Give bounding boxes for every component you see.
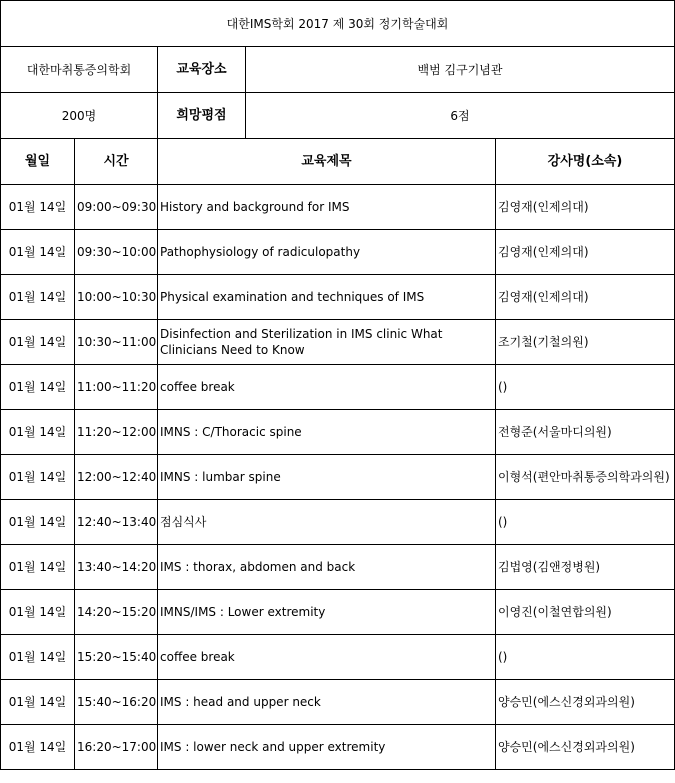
table-row bbox=[1, 275, 675, 320]
table-row bbox=[1, 500, 675, 545]
table-row bbox=[1, 590, 675, 635]
row-time: 13:40~14:20 bbox=[75, 545, 158, 590]
row-time: 10:00~10:30 bbox=[75, 275, 158, 320]
row-subject: IMS : lower neck and upper extremity bbox=[158, 725, 496, 770]
row-date: 01월 14일 bbox=[1, 410, 75, 455]
row-lecturer: 양승민(에스신경외과의원) bbox=[496, 725, 675, 770]
row-time: 11:20~12:00 bbox=[75, 410, 158, 455]
table-row bbox=[1, 410, 675, 455]
points-label: 희망평점 bbox=[158, 93, 246, 139]
table-row bbox=[1, 635, 675, 680]
capacity-row bbox=[1, 93, 675, 139]
row-subject: coffee break bbox=[158, 365, 496, 410]
table-row bbox=[1, 230, 675, 275]
table-row bbox=[1, 725, 675, 770]
column-header-subject: 교육제목 bbox=[158, 139, 496, 185]
row-lecturer: () bbox=[496, 500, 675, 545]
row-date: 01월 14일 bbox=[1, 590, 75, 635]
location-value: 백범 김구기념관 bbox=[246, 47, 675, 93]
row-subject: 점심식사 bbox=[158, 500, 496, 545]
row-subject: coffee break bbox=[158, 635, 496, 680]
row-lecturer: () bbox=[496, 365, 675, 410]
row-lecturer: 김영재(인제의대) bbox=[496, 275, 675, 320]
row-subject: Disinfection and Sterilization in IMS clinic What Clinicians Need to Know bbox=[158, 320, 496, 365]
row-time: 16:20~17:00 bbox=[75, 725, 158, 770]
column-header-time: 시간 bbox=[75, 139, 158, 185]
location-row bbox=[1, 47, 675, 93]
table-row bbox=[1, 185, 675, 230]
row-time: 09:00~09:30 bbox=[75, 185, 158, 230]
row-subject: Physical examination and techniques of IMS bbox=[158, 275, 496, 320]
row-date: 01월 14일 bbox=[1, 365, 75, 410]
row-date: 01월 14일 bbox=[1, 455, 75, 500]
row-date: 01월 14일 bbox=[1, 185, 75, 230]
table-row bbox=[1, 545, 675, 590]
row-time: 09:30~10:00 bbox=[75, 230, 158, 275]
column-header-date: 월일 bbox=[1, 139, 75, 185]
row-subject: History and background for IMS bbox=[158, 185, 496, 230]
table-row bbox=[1, 680, 675, 725]
row-subject: IMS : thorax, abdomen and back bbox=[158, 545, 496, 590]
row-subject: IMNS : lumbar spine bbox=[158, 455, 496, 500]
row-lecturer: () bbox=[496, 635, 675, 680]
row-lecturer: 조기철(기철의원) bbox=[496, 320, 675, 365]
location-label: 교육장소 bbox=[158, 47, 246, 93]
row-date: 01월 14일 bbox=[1, 680, 75, 725]
points-value: 6점 bbox=[246, 93, 675, 139]
row-time: 12:00~12:40 bbox=[75, 455, 158, 500]
row-time: 12:40~13:40 bbox=[75, 500, 158, 545]
row-date: 01월 14일 bbox=[1, 545, 75, 590]
column-header-row bbox=[1, 139, 675, 185]
row-subject: IMNS/IMS : Lower extremity bbox=[158, 590, 496, 635]
table-row bbox=[1, 320, 675, 365]
row-lecturer: 이영진(이철연합의원) bbox=[496, 590, 675, 635]
row-time: 15:20~15:40 bbox=[75, 635, 158, 680]
table-row bbox=[1, 455, 675, 500]
row-subject: IMS : head and upper neck bbox=[158, 680, 496, 725]
row-lecturer: 김영재(인제의대) bbox=[496, 230, 675, 275]
row-lecturer: 양승민(에스신경외과의원) bbox=[496, 680, 675, 725]
row-lecturer: 김법영(김앤정병원) bbox=[496, 545, 675, 590]
row-date: 01월 14일 bbox=[1, 320, 75, 365]
row-date: 01월 14일 bbox=[1, 230, 75, 275]
title-row bbox=[1, 1, 675, 47]
event-title: 대한IMS학회 2017 제 30회 정기학술대회 bbox=[1, 1, 675, 47]
row-lecturer: 이형석(편안마취통증의학과의원) bbox=[496, 455, 675, 500]
row-date: 01월 14일 bbox=[1, 635, 75, 680]
row-date: 01월 14일 bbox=[1, 275, 75, 320]
capacity-value: 200명 bbox=[1, 93, 158, 139]
organizer-name: 대한마취통증의학회 bbox=[1, 47, 158, 93]
row-time: 14:20~15:20 bbox=[75, 590, 158, 635]
row-date: 01월 14일 bbox=[1, 725, 75, 770]
row-lecturer: 전형준(서울마디의원) bbox=[496, 410, 675, 455]
row-time: 15:40~16:20 bbox=[75, 680, 158, 725]
row-lecturer: 김영재(인제의대) bbox=[496, 185, 675, 230]
table-row bbox=[1, 365, 675, 410]
row-time: 10:30~11:00 bbox=[75, 320, 158, 365]
row-subject: IMNS : C/Thoracic spine bbox=[158, 410, 496, 455]
row-date: 01월 14일 bbox=[1, 500, 75, 545]
row-time: 11:00~11:20 bbox=[75, 365, 158, 410]
row-subject: Pathophysiology of radiculopathy bbox=[158, 230, 496, 275]
column-header-lecturer: 강사명(소속) bbox=[496, 139, 675, 185]
